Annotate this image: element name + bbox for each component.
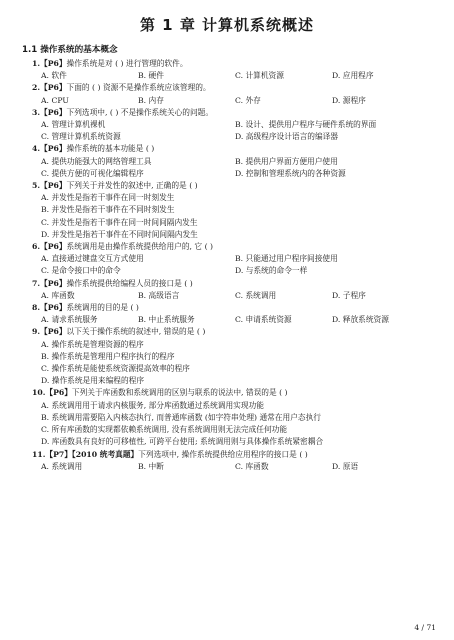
answer-option: A. 操作系统是管理资源的程序 bbox=[41, 339, 144, 349]
answer-option: A. 管理计算机裸机 bbox=[41, 120, 106, 130]
question-source-tag: 【P6】 bbox=[40, 181, 67, 191]
answer-option: D. 子程序 bbox=[332, 290, 366, 300]
answer-option: D. 并发性是指若干事件在不同时间间隔内发生 bbox=[41, 229, 198, 239]
question-item bbox=[32, 58, 432, 82]
option-list bbox=[32, 119, 432, 143]
question-item bbox=[32, 180, 432, 241]
question-source-tag: 【P6】 bbox=[40, 242, 67, 252]
question-text: 操作系统是对 ( ) 进行管理的软件。 bbox=[66, 59, 188, 68]
answer-option: B. 内存 bbox=[138, 95, 164, 105]
answer-option: D. 释放系统资源 bbox=[332, 315, 389, 325]
answer-option: D. 源程序 bbox=[332, 95, 366, 105]
question-stem bbox=[32, 107, 432, 119]
question-stem bbox=[32, 302, 432, 314]
question-text: 系统调用的目的是 ( ) bbox=[66, 303, 139, 313]
answer-option: C. 计算机资源 bbox=[235, 71, 284, 81]
answer-option: B. 提供用户界面方便用户使用 bbox=[235, 156, 338, 166]
answer-option: C. 是命令接口中的命令 bbox=[41, 266, 121, 276]
question-item bbox=[32, 302, 432, 326]
question-number: 10. bbox=[32, 388, 46, 398]
answer-option: A. 请求系统服务 bbox=[41, 315, 98, 325]
option-list bbox=[32, 95, 432, 107]
question-number: 11. bbox=[32, 449, 46, 459]
question-item bbox=[32, 387, 432, 448]
answer-option: D. 库函数具有良好的可移植性, 可跨平台使用; 系统调用则与具体操作系统紧密耦合 bbox=[41, 437, 324, 447]
answer-option: C. 系统调用 bbox=[235, 290, 277, 300]
answer-option: C. 并发性是指若干事件在同一时间间隔内发生 bbox=[41, 217, 198, 227]
answer-option: C. 管理计算机系统资源 bbox=[41, 132, 121, 142]
answer-option: C. 提供方便的可视化编辑程序 bbox=[41, 168, 144, 178]
question-number: 8. bbox=[32, 303, 41, 313]
question-text: 下列选项中, ( ) 不是操作系统关心的问题。 bbox=[66, 107, 214, 117]
answer-option: B. 系统调用需要陷入内核态执行, 而普通库函数 (如字符串处理) 通常在用户态执行 bbox=[41, 412, 321, 422]
question-stem bbox=[32, 82, 432, 94]
question-text: 系统调用是由操作系统提供给用户的, 它 ( ) bbox=[66, 242, 214, 252]
question-item bbox=[32, 143, 432, 180]
answer-option: D. 操作系统是用来编程的程序 bbox=[41, 376, 145, 386]
question-number: 6. bbox=[32, 242, 41, 252]
question-source-tag: 【P6】 bbox=[40, 107, 67, 117]
answer-option: B. 中止系统服务 bbox=[138, 315, 195, 325]
question-source-tag: 【P6】 bbox=[40, 303, 67, 313]
question-text: 以下关于操作系统的叙述中, 错误的是 ( ) bbox=[66, 327, 206, 337]
question-list bbox=[32, 58, 432, 473]
answer-option: B. 设计、提供用户程序与硬件系统的界面 bbox=[235, 120, 377, 130]
option-list bbox=[32, 156, 432, 180]
question-item bbox=[32, 326, 432, 387]
question-source-tag: 【P6】 bbox=[40, 327, 67, 337]
answer-option: C. 操作系统是能使系统资源提高效率的程序 bbox=[41, 364, 190, 374]
question-item bbox=[32, 82, 432, 106]
question-stem bbox=[32, 241, 432, 253]
answer-option: D. 控制和管理系统内的各种资源 bbox=[235, 168, 346, 178]
question-stem bbox=[32, 180, 432, 192]
answer-option: C. 外存 bbox=[235, 95, 261, 105]
question-stem bbox=[32, 387, 432, 399]
question-item bbox=[32, 107, 432, 144]
answer-option: B. 并发性是指若干事件在不同时刻发生 bbox=[41, 205, 175, 215]
question-item bbox=[32, 241, 432, 278]
answer-option: A. 提供功能强大的网络管理工具 bbox=[41, 156, 152, 166]
question-text: 下列关于并发性的叙述中, 正确的是 ( ) bbox=[66, 181, 198, 191]
answer-option: A. 系统调用 bbox=[41, 461, 83, 471]
answer-option: B. 硬件 bbox=[138, 71, 164, 81]
answer-option: C. 库函数 bbox=[235, 461, 269, 471]
option-list bbox=[32, 253, 432, 277]
answer-option: A. 并发性是指若干事件在同一时刻发生 bbox=[41, 193, 175, 203]
question-source-tag: 【P6】 bbox=[45, 388, 72, 398]
question-number: 3. bbox=[32, 107, 41, 117]
answer-option: A. 直接通过键盘交互方式使用 bbox=[41, 254, 144, 264]
question-text: 操作系统提供给编程人员的接口是 ( ) bbox=[66, 278, 193, 288]
question-stem bbox=[32, 449, 432, 461]
answer-option: A. 库函数 bbox=[41, 290, 75, 300]
question-number: 1. bbox=[32, 59, 41, 68]
answer-option: A. 软件 bbox=[41, 71, 67, 81]
question-stem bbox=[32, 326, 432, 338]
question-number: 4. bbox=[32, 144, 41, 154]
question-text: 下列选项中, 操作系统提供给应用程序的接口是 ( ) bbox=[138, 449, 308, 459]
question-item bbox=[32, 449, 432, 473]
option-list bbox=[32, 461, 432, 473]
answer-option: D. 原语 bbox=[332, 461, 359, 471]
answer-option: C. 申请系统资源 bbox=[235, 315, 292, 325]
option-list bbox=[32, 339, 432, 388]
option-list bbox=[32, 400, 432, 449]
option-list bbox=[32, 290, 432, 302]
question-source-tag: 【P6】 bbox=[40, 83, 67, 93]
question-number: 7. bbox=[32, 278, 41, 288]
answer-option: D. 高级程序设计语言的编译器 bbox=[235, 132, 339, 142]
question-stem bbox=[32, 143, 432, 155]
question-number: 2. bbox=[32, 83, 41, 93]
question-stem bbox=[32, 278, 432, 290]
question-number: 9. bbox=[32, 327, 41, 337]
question-text: 下列关于库函数和系统调用的区别与联系的说法中, 错误的是 ( ) bbox=[71, 388, 288, 398]
option-list bbox=[32, 192, 432, 241]
question-item bbox=[32, 278, 432, 302]
question-source-tag: 【P7】【2010 统考真题】 bbox=[45, 449, 139, 459]
answer-option: A. 系统调用用于请求内核服务, 部分库函数通过系统调用实现功能 bbox=[41, 400, 264, 410]
question-number: 5. bbox=[32, 181, 41, 191]
question-source-tag: 【P6】 bbox=[40, 144, 67, 154]
answer-option: B. 操作系统是管理用户程序执行的程序 bbox=[41, 351, 175, 361]
option-list bbox=[32, 314, 432, 326]
answer-option: A. CPU bbox=[41, 95, 69, 105]
page-number: 4 / 71 bbox=[414, 623, 436, 632]
answer-option: B. 只能通过用户程序间接使用 bbox=[235, 254, 338, 264]
section-title: 1.1 操作系统的基本概念 bbox=[22, 45, 118, 55]
question-text: 操作系统的基本功能是 ( ) bbox=[66, 144, 155, 154]
answer-option: B. 高级语言 bbox=[138, 290, 180, 300]
answer-option: B. 中断 bbox=[138, 461, 164, 471]
question-source-tag: 【P6】 bbox=[40, 59, 67, 68]
chapter-title: 第 1 章 计算机系统概述 bbox=[139, 16, 315, 34]
question-text: 下面的 ( ) 资源不是操作系统应该管理的。 bbox=[66, 83, 211, 93]
question-stem bbox=[32, 58, 432, 70]
option-list bbox=[32, 70, 432, 82]
question-source-tag: 【P6】 bbox=[40, 278, 67, 288]
answer-option: D. 应用程序 bbox=[332, 71, 374, 81]
answer-option: C. 所有库函数的实现都依赖系统调用, 没有系统调用则无法完成任何功能 bbox=[41, 425, 288, 435]
answer-option: D. 与系统的命令一样 bbox=[235, 266, 308, 276]
